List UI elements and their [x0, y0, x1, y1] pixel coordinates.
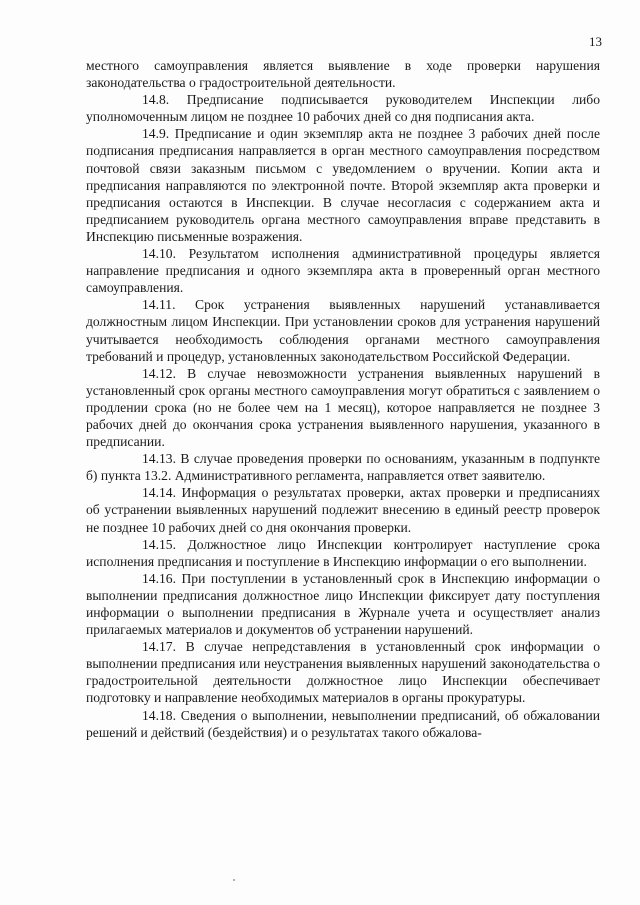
paragraph-14-11: 14.11. Срок устранения выявленных нарушений устанавливается должностным лицом Инспекции. При установлении сроков для устранения нарушений учитывается необходимость соблюдения органами местного самоуправления требований и процедур, установленных законодательством Российской Федерации.: [86, 297, 600, 364]
paragraph-14-14: 14.14. Информация о результатах проверки, актах проверки и предписаниях об устранении выявленных нарушений подлежит внесению в единый реестр проверок не позднее 10 рабочих дней со дня окончания проверки.: [86, 485, 600, 535]
paragraph-14-17: 14.17. В случае непредставления в установленный срок информации о выполнении предписания или неустранения выявленных нарушений законодательства о градостроительной деятельности должностное лицо Инспекции обеспечивает подготовку и направление необходимых материалов в органы прокуратуры.: [86, 639, 600, 706]
paragraph-14-8: 14.8. Предписание подписывается руководителем Инспекции либо уполномоченным лицом не позднее 10 рабочих дней со дня подписания акта.: [86, 92, 600, 125]
paragraph-continuation: местного самоуправления является выявление в ходе проверки нарушения законодательства о градостроительной деятельности.: [86, 58, 600, 91]
document-body: [86, 57, 600, 741]
scan-speck: [233, 879, 235, 881]
paragraph-14-15: 14.15. Должностное лицо Инспекции контролирует наступление срока исполнения предписания и поступление в Инспекцию информации о его выполнении.: [86, 536, 600, 569]
page-number: 13: [589, 34, 602, 49]
paragraph-14-12: 14.12. В случае невозможности устранения выявленных нарушений в установленный срок органы местного самоуправления могут обратиться с заявлением о продлении срока (но не более чем на 1 месяц), которое направляется не позднее 3 рабочих дней до окончания срока устранения выявленного нарушения, указанного в предписании.: [86, 365, 600, 450]
paragraph-14-16: 14.16. При поступлении в установленный срок в Инспекцию информации о выполнении предписания должностное лицо Инспекции фиксирует дату поступления информации о выполнении предписания в Журнале учета и осуществляет анализ прилагаемых материалов и документов об устранении нарушений.: [86, 570, 600, 638]
paragraph-14-13: 14.13. В случае проведения проверки по основаниям, указанным в подпункте б) пункта 13.2. Административного регламента, направляется ответ заявителю.: [86, 451, 600, 484]
paragraph-14-9: 14.9. Предписание и один экземпляр акта не позднее 3 рабочих дней после подписания предписания направляется в орган местного самоуправления посредством почтовой связи заказным письмом с уведомлением о вручении. Копии акта и предписания направляются по электронной почте. Второй экземпляр акта проверки и предписания остаются в Инспекции. В случае несогласия с содержанием акта и предписанием руководитель органа местного самоуправления вправе представить в Инспекцию письменные возражения.: [86, 126, 600, 244]
paragraph-14-10: 14.10. Результатом исполнения административной процедуры является направление предписания и одного экземпляра акта в проверенный орган местного самоуправления.: [86, 246, 600, 296]
paragraph-14-18: 14.18. Сведения о выполнении, невыполнении предписаний, об обжаловании решений и действий (бездействия) и о результатах такого обжалова-: [86, 707, 600, 740]
